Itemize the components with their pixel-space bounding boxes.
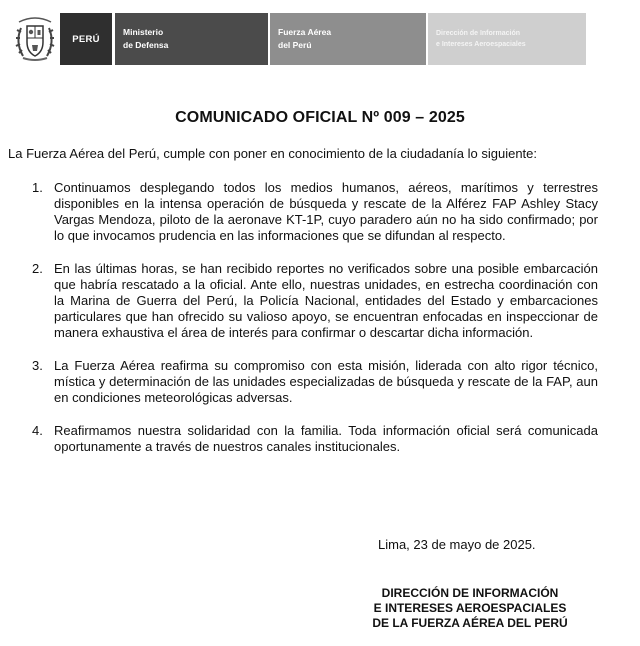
item-number: 4.	[32, 423, 43, 438]
list-item	[32, 423, 598, 455]
directorate-line-1: Dirección de Información	[436, 30, 521, 37]
communique-items	[32, 180, 598, 472]
item-text: La Fuerza Aérea reafirma su compromiso con esta misión, liderada con alto rigor técnico, mística y determinación de las unidades especializadas de búsqueda y rescate de la FAP, aun en condiciones meteorológicas adversas.	[54, 358, 598, 405]
item-text: Continuamos desplegando todos los medios humanos, aéreos, marítimos y terrestres disponibles en la intensa operación de búsqueda y rescate de la Alférez FAP Ashley Stacy Vargas Mendoza, piloto de la aeronave KT-1P, cuyo paradero aún no ha sido confirmado; por lo que invocamos prudencia en las informaciones que se difundan al respecto.	[54, 180, 598, 243]
air-force-line-1: Fuerza Aérea	[278, 27, 332, 37]
signature-line-3: DE LA FUERZA AÉREA DEL PERÚ	[372, 616, 568, 630]
list-item	[32, 358, 598, 406]
signature-block	[345, 586, 595, 631]
communique-title: COMUNICADO OFICIAL Nº 009 – 2025	[175, 109, 465, 126]
item-text: En las últimas horas, se han recibido reportes no verificados sobre una posible embarcación que habría rescatado a la oficial. Ante ello, nuestras unidades, en estrecha coordinación con la Marina de Guerra del Perú, la Policía Nacional, entidades del Estado y embarcaciones particulares que han ofrecido su valioso apoyo, se encuentran enfocadas en inspeccionar de manera exhaustiva el área de interés para confirmar o descartar dicha información.	[54, 261, 598, 340]
signature-line-2: E INTERESES AEROESPACIALES	[373, 601, 567, 615]
list-item	[32, 261, 598, 341]
item-number: 2.	[32, 261, 43, 276]
ministry-block	[115, 13, 270, 65]
directorate-block	[428, 13, 586, 65]
peru-coat-of-arms-icon	[10, 10, 60, 68]
ministry-line-2: de Defensa	[123, 40, 169, 50]
intro-paragraph: La Fuerza Aérea del Perú, cumple con poner en conocimiento de la ciudadanía lo siguiente:	[8, 146, 538, 161]
item-text: Reafirmamos nuestra solidaridad con la familia. Toda información oficial será comunicada oportunamente a través de nuestros canales institucionales.	[54, 423, 598, 454]
letterhead	[10, 10, 586, 68]
item-number: 3.	[32, 358, 43, 373]
air-force-block	[270, 13, 428, 65]
country-label: PERÚ	[72, 33, 100, 45]
country-block	[60, 13, 115, 65]
item-number: 1.	[32, 180, 43, 195]
signature-line-1: DIRECCIÓN DE INFORMACIÓN	[381, 586, 559, 600]
directorate-line-2: e Intereses Aeroespaciales	[436, 41, 526, 48]
ministry-line-1: Ministerio	[123, 27, 164, 37]
list-item	[32, 180, 598, 244]
air-force-line-2: del Perú	[278, 40, 312, 50]
date-line: Lima, 23 de mayo de 2025.	[378, 537, 536, 552]
